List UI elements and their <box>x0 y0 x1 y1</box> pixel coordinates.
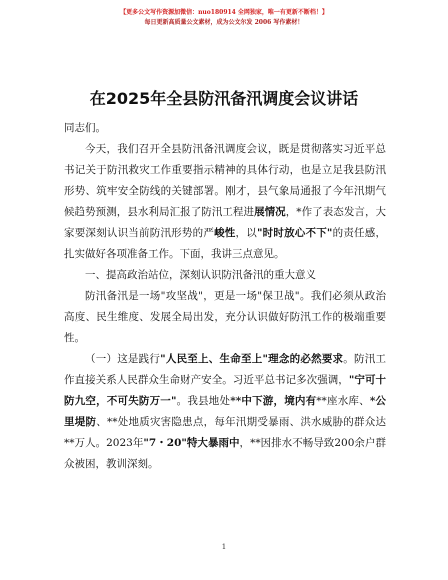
opening-paragraph <box>64 139 386 265</box>
salutation: 同志们。 <box>64 122 106 134</box>
section-1-intro-paragraph: 防汛备汛是一场"攻坚战"，更是一场"保卫战"。我们必须从政治高度、民生维度、发展全局出发，充分认识做好防汛工作的极端重要性。 <box>64 290 386 344</box>
opening-text-2: ，*作了表态发言，大家要深刻认识当前防汛形势的严 <box>64 206 387 239</box>
subsection-text-2: 。防汛工作直接关系人民群众生命财产安全。习近平总书记多次强调， <box>64 353 386 386</box>
promo-banner <box>0 8 448 28</box>
opening-bold-3: "时时放心不下" <box>256 227 333 239</box>
subsection-text-4: **座水库、 <box>316 395 370 407</box>
subsection-text-6: ，**因排水不畅导致200余户群众被困，教训深刻。 <box>64 437 386 470</box>
page-number: 1 <box>221 543 227 551</box>
subsection-text-3: 。我县地处 <box>176 395 231 407</box>
opening-text-4: 的责任感，扎实做好各项准备工作。下面，我讲三点意见。 <box>64 227 386 260</box>
subsection-bold-2: "宁可十防九空，不可失防万一" <box>64 374 386 407</box>
opening-bold-2: 峻性 <box>214 227 236 239</box>
subsection-text-5: 、**处地质灾害隐患点，每年汛期受暴雨、洪水威胁的群众达**万人。2023年 <box>64 416 387 449</box>
subsection-bold-3: **中下游，境内有 <box>230 395 317 407</box>
opening-text-1: 今天，我们召开全县防汛备汛调度会议，既是贯彻落实习近平总书记关于防汛救灾工作重要指示精神的具体行动，也是立足我县防汛形势、筑牢安全防线的关键部署。刚才，县气象局通报了今年汛期气候趋势预测，县水利局汇报了防汛工程进 <box>64 143 386 218</box>
subsection-bold-4: *公里堤防 <box>64 395 387 428</box>
document-body <box>64 118 386 475</box>
opening-text-3: ，以 <box>235 227 257 239</box>
subsection-text-1: （一）这是践行 <box>85 353 161 365</box>
subsection-bold-1: "人民至上、生命至上"理念的必然要求 <box>160 353 344 365</box>
promo-banner-line-2: 每日更新高质量公文素材，成为公文尔发 2006 写作素材！ <box>144 19 304 26</box>
document-title: 在2025年全县防汛备汛调度会议讲话 <box>89 89 359 108</box>
promo-banner-line-1: 【更多公文写作资源加微信：nuo180914 全网独家，唯一有更新不断档！】 <box>120 9 328 16</box>
opening-bold-1: 展情况 <box>254 206 286 218</box>
section-1-heading: 一、提高政治站位，深刻认识防汛备汛的重大意义 <box>85 269 316 281</box>
subsection-1-paragraph <box>64 349 386 475</box>
subsection-bold-5: "7・20"特大暴雨中 <box>143 437 240 449</box>
